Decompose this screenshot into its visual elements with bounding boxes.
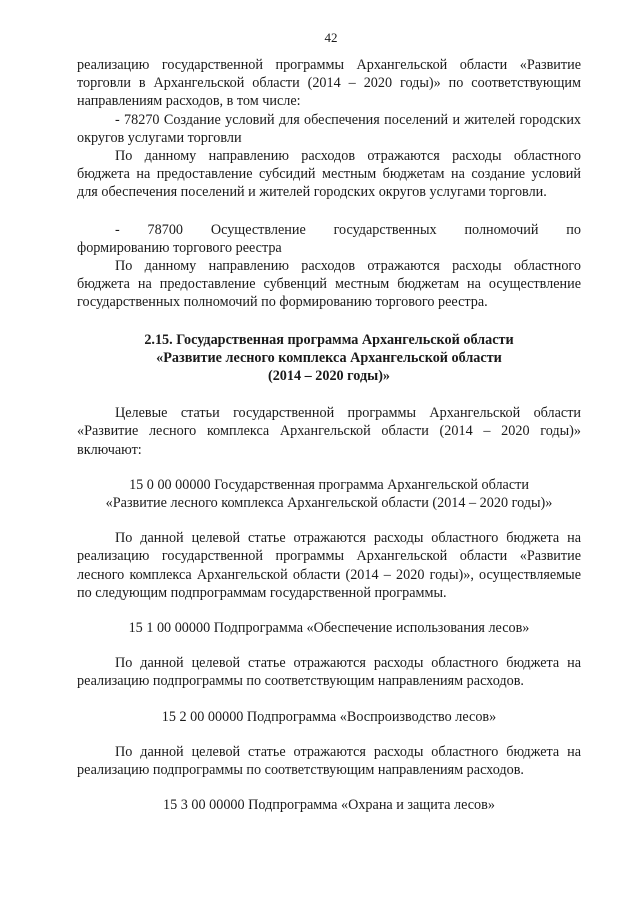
section-heading-line2: «Развитие лесного комплекса Архангельской области [156,349,502,366]
item-78700-line2: формированию торгового реестра [77,239,282,256]
spacer [77,512,581,529]
document-page [77,30,581,815]
item-78270-description: По данному направлению расходов отражаются расходы областного бюджета на предоставление субсидий местным бюджетам на создание условий для обеспечения поселений и жителей городских округов услугами торговли. [77,148,581,201]
spacer [77,726,581,743]
intro-paragraph: Целевые статьи государственной программы Архангельской области «Развитие лесного комплекса Архангельской области (2014 – 2020 годы)» включают: [77,405,581,458]
spacer [77,691,581,708]
spacer [77,202,581,221]
subprogram-3-title: 15 3 00 00000 Подпрограмма «Охрана и защита лесов» [163,797,495,814]
spacer [77,779,581,796]
section-heading-line3: (2014 – 2020 годы)» [267,368,391,385]
page-number: 42 [324,30,338,45]
program-code-line1: 15 0 00 00000 Государственная программа Архангельской области [129,476,529,493]
program-description: По данной целевой статье отражаются расходы областного бюджета на реализацию государственной программы Архангельской области «Развитие лесного комплекса Архангельской области (2014 – 2020 годы)», осуществляемые по следующим подпрограммам государственной программы. [77,530,581,601]
section-heading-line1: 2.15. Государственная программа Архангельской области [144,331,514,348]
item-78270: - 78270 Создание условий для обеспечения поселений и жителей городских округов услугами торговли [77,111,581,146]
item-78700-line1: - 78700 Осуществление государственных полномочий по [115,221,581,238]
top-paragraph: реализацию государственной программы Архангельской области «Развитие торговли в Архангельской области (2014 – 2020 годы)» по соответствующим направлениям расходов, в том числе: [77,57,581,110]
program-code-line2: «Развитие лесного комплекса Архангельской области (2014 – 2020 годы)» [105,495,553,512]
spacer [77,459,581,476]
spacer [77,602,581,619]
section-heading [77,331,581,386]
subprogram-1-description: По данной целевой статье отражаются расходы областного бюджета на реализацию подпрограммы по соответствующим направлениям расходов. [77,655,581,690]
subprogram-2-title: 15 2 00 00000 Подпрограмма «Воспроизводство лесов» [161,708,497,725]
subprogram-1-title: 15 1 00 00000 Подпрограмма «Обеспечение использования лесов» [128,620,530,637]
item-78700-description: По данному направлению расходов отражаются расходы областного бюджета на предоставление субвенций местным бюджетам на осуществление государственных полномочий по формированию торгового реестра. [77,258,581,311]
subprogram-2-description: По данной целевой статье отражаются расходы областного бюджета на реализацию подпрограммы по соответствующим направлениям расходов. [77,743,581,779]
spacer [77,637,581,654]
